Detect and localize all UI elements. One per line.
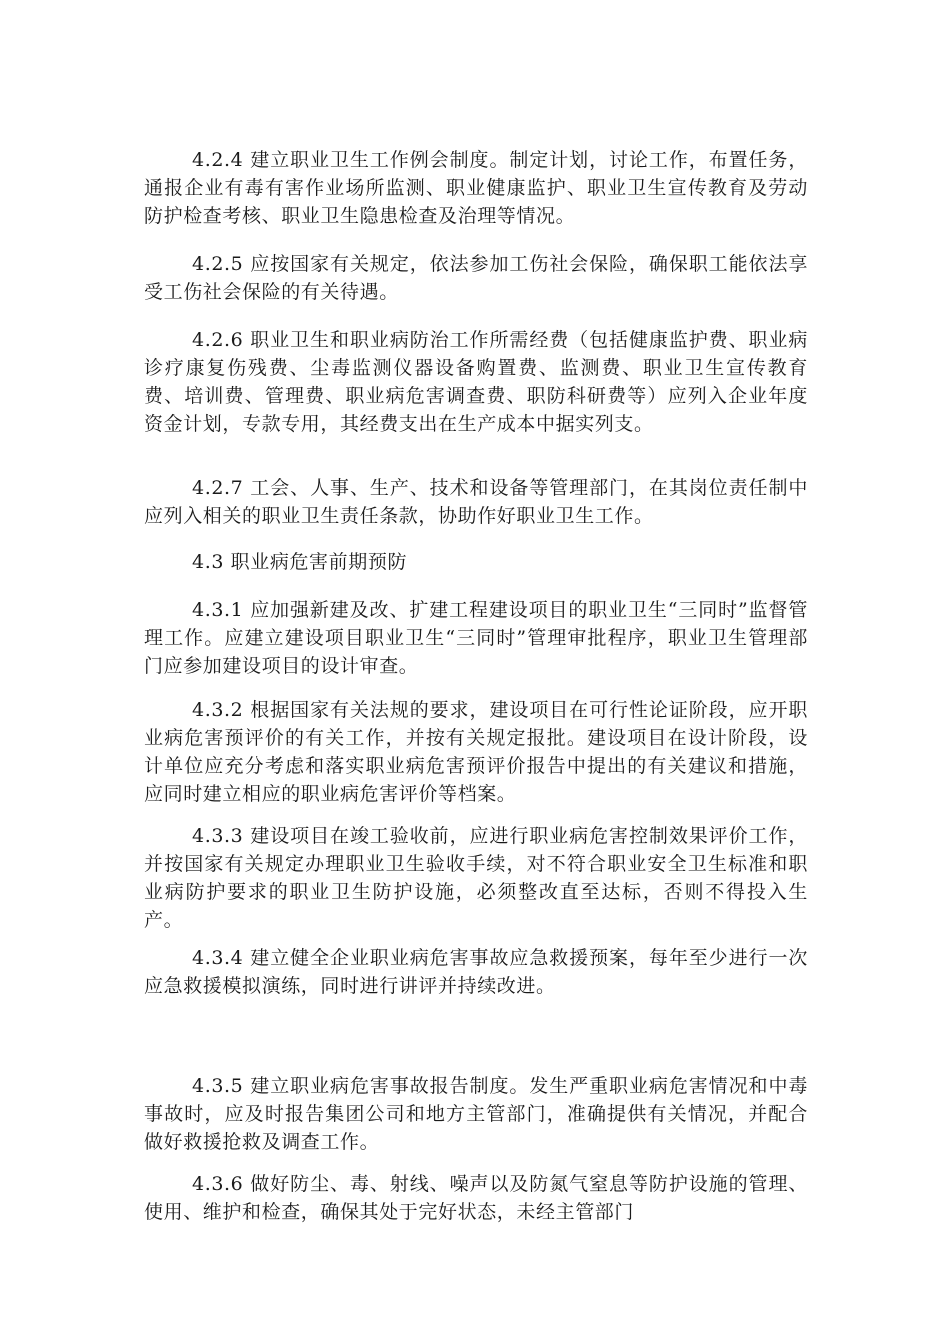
section-heading-4-3: 4.3 职业病危害前期预防 — [192, 551, 408, 573]
paragraph-4-2-6: 4.2.6 职业卫生和职业病防治工作所需经费（包括健康监护费、职业病诊疗康复伤残费、尘毒监测仪器设备购置费、监测费、职业卫生宣传教育费、培训费、管理费、职业病危害调查费、职防科研费等）应列入企业年度资金计划，专款专用，其经费支出在生产成本中据实列支。 — [144, 329, 808, 435]
paragraph-4-3-4: 4.3.4 建立健全企业职业病危害事故应急救援预案，每年至少进行一次应急救援模拟演练，同时进行讲评并持续改进。 — [144, 947, 808, 997]
paragraph-4-2-4: 4.2.4 建立职业卫生工作例会制度。制定计划，讨论工作，布置任务，通报企业有毒有害作业场所监测、职业健康监护、职业卫生宣传教育及劳动防护检查考核、职业卫生隐患检查及治理等情况。 — [144, 149, 808, 227]
paragraph-4-3-3: 4.3.3 建设项目在竣工验收前，应进行职业病危害控制效果评价工作，并按国家有关规定办理职业卫生验收手续，对不符合职业安全卫生标准和职业病防护要求的职业卫生防护设施，必须整改直至达标，否则不得投入生产。 — [144, 825, 808, 931]
paragraph-4-2-5: 4.2.5 应按国家有关规定，依法参加工伤社会保险，确保职工能依法享受工伤社会保险的有关待遇。 — [144, 253, 808, 303]
paragraph-4-3-5: 4.3.5 建立职业病危害事故报告制度。发生严重职业病危害情况和中毒事故时，应及时报告集团公司和地方主管部门，准确提供有关情况，并配合做好救援抢救及调查工作。 — [144, 1075, 808, 1153]
paragraph-4-2-7: 4.2.7 工会、人事、生产、技术和设备等管理部门，在其岗位责任制中应列入相关的职业卫生责任条款，协助作好职业卫生工作。 — [144, 477, 808, 527]
paragraph-4-3-2: 4.3.2 根据国家有关法规的要求，建设项目在可行性论证阶段，应开职业病危害预评价的有关工作，并按有关规定报批。建设项目在设计阶段，设计单位应充分考虑和落实职业病危害预评价报告中提出的有关建议和措施，应同时建立相应的职业病危害评价等档案。 — [144, 699, 808, 805]
paragraph-4-3-1: 4.3.1 应加强新建及改、扩建工程建设项目的职业卫生“三同时”监督管理工作。应建立建设项目职业卫生“三同时”管理审批程序，职业卫生管理部门应参加建设项目的设计审查。 — [144, 599, 808, 677]
paragraph-4-3-6: 4.3.6 做好防尘、毒、射线、噪声以及防氮气窒息等防护设施的管理、使用、维护和检查，确保其处于完好状态，未经主管部门 — [144, 1173, 808, 1223]
